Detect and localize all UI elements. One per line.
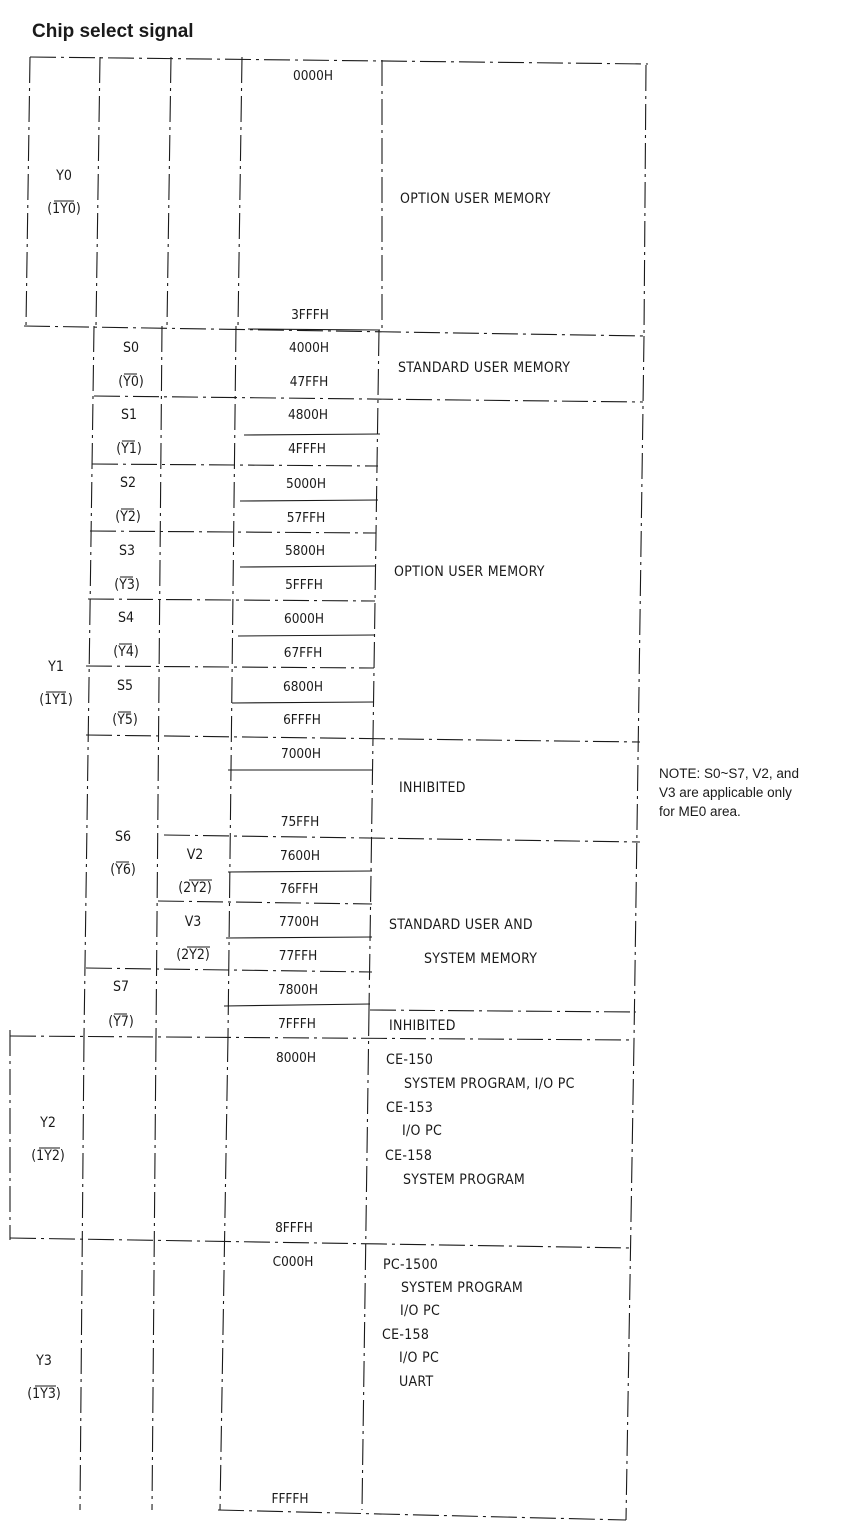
address-label: 4800H bbox=[287, 407, 329, 423]
inhibited-label: INHIBITED bbox=[389, 1018, 456, 1034]
region-c000-line: I/O PC bbox=[400, 1303, 441, 1319]
address-label: 5800H bbox=[284, 543, 326, 559]
standard-user-system-label: STANDARD USER AND bbox=[389, 917, 533, 933]
s1-name: S1 bbox=[120, 407, 138, 423]
s6-sub: (Y6) bbox=[110, 862, 136, 878]
s7-name: S7 bbox=[112, 979, 130, 995]
address-label: 77FFH bbox=[278, 948, 318, 964]
v2-name: V2 bbox=[186, 847, 204, 863]
s7-sub: (Y7) bbox=[108, 1014, 134, 1030]
v3-sub: (2Y2) bbox=[176, 947, 210, 963]
region-c000-line: PC-1500 bbox=[383, 1257, 439, 1273]
region-8000-line: I/O PC bbox=[402, 1123, 443, 1139]
y0-name: Y0 bbox=[56, 168, 72, 184]
y-signal-column bbox=[27, 168, 81, 1402]
address-label: 67FFH bbox=[283, 645, 323, 661]
region-c000-list bbox=[382, 1257, 523, 1390]
y3-label bbox=[27, 1353, 61, 1402]
address-label: C000H bbox=[272, 1254, 314, 1270]
y2-label bbox=[31, 1115, 65, 1164]
address-label: FFFFH bbox=[271, 1491, 309, 1507]
address-label: 0000H bbox=[292, 68, 334, 84]
v2-sub: (2Y2) bbox=[178, 880, 212, 896]
region-8000-line: SYSTEM PROGRAM bbox=[403, 1172, 526, 1188]
address-label: 75FFH bbox=[280, 814, 320, 830]
y2-name: Y2 bbox=[40, 1115, 56, 1131]
option-user-memory-label: OPTION USER MEMORY bbox=[394, 564, 545, 580]
region-c000-line: CE-158 bbox=[382, 1327, 430, 1343]
y3-sub: (1Y3) bbox=[27, 1386, 61, 1402]
standard-user-memory-label: STANDARD USER MEMORY bbox=[398, 360, 571, 376]
region-8000-line: CE-153 bbox=[386, 1100, 434, 1116]
v-signal-column bbox=[176, 847, 212, 963]
y2-sub: (1Y2) bbox=[31, 1148, 65, 1164]
applicability-note bbox=[659, 766, 799, 819]
s-signal-column bbox=[108, 340, 144, 1030]
address-label: 3FFFH bbox=[291, 307, 329, 323]
region-c000-line: UART bbox=[399, 1374, 434, 1390]
note-line: V3 are applicable only bbox=[659, 785, 792, 800]
address-label: 4000H bbox=[288, 340, 330, 356]
y1-sub: (1Y1) bbox=[39, 692, 73, 708]
s2-sub: (Y2) bbox=[115, 509, 141, 525]
address-label: 5FFFH bbox=[285, 577, 323, 593]
address-label: 76FFH bbox=[279, 881, 319, 897]
address-label: 6000H bbox=[283, 611, 325, 627]
region-8000-line: SYSTEM PROGRAM, I/O PC bbox=[404, 1076, 575, 1092]
note-line: NOTE: S0~S7, V2, and bbox=[659, 766, 799, 781]
option-user-memory-label: OPTION USER MEMORY bbox=[400, 191, 551, 207]
note-line: for ME0 area. bbox=[659, 804, 741, 819]
address-label: 7700H bbox=[278, 914, 320, 930]
s5-name: S5 bbox=[116, 678, 134, 694]
row-lines bbox=[10, 57, 648, 1520]
region-c000-line: I/O PC bbox=[399, 1350, 440, 1366]
area-column bbox=[382, 191, 575, 1390]
address-label: 7FFFH bbox=[278, 1016, 316, 1032]
y1-name: Y1 bbox=[48, 659, 64, 675]
address-label: 57FFH bbox=[286, 510, 326, 526]
region-8000-list bbox=[385, 1052, 575, 1188]
s3-name: S3 bbox=[118, 543, 136, 559]
s0-name: S0 bbox=[122, 340, 140, 356]
inhibited-label: INHIBITED bbox=[399, 780, 466, 796]
address-label: 8000H bbox=[275, 1050, 317, 1066]
region-8000-line: CE-158 bbox=[385, 1148, 433, 1164]
v3-name: V3 bbox=[184, 914, 202, 930]
region-8000-line: CE-150 bbox=[386, 1052, 434, 1068]
address-label: 7600H bbox=[279, 848, 321, 864]
s0-sub: (Y0) bbox=[118, 374, 144, 390]
address-label: 5000H bbox=[285, 476, 327, 492]
s4-name: S4 bbox=[117, 610, 135, 626]
s5-sub: (Y5) bbox=[112, 712, 138, 728]
y0-label bbox=[47, 168, 81, 217]
address-label: 47FFH bbox=[289, 374, 329, 390]
y3-name: Y3 bbox=[36, 1353, 52, 1369]
column-lines bbox=[10, 57, 646, 1520]
s3-sub: (Y3) bbox=[114, 577, 140, 593]
page-title: Chip select signal bbox=[32, 21, 194, 42]
s6-name: S6 bbox=[114, 829, 132, 845]
standard-user-system-label: SYSTEM MEMORY bbox=[424, 951, 538, 967]
s1-sub: (Y1) bbox=[116, 441, 142, 457]
s4-sub: (Y4) bbox=[113, 644, 139, 660]
s2-name: S2 bbox=[119, 475, 137, 491]
address-label: 8FFFH bbox=[275, 1220, 313, 1236]
address-label: 7000H bbox=[280, 746, 322, 762]
y0-sub: (1Y0) bbox=[47, 201, 81, 217]
address-label: 7800H bbox=[277, 982, 319, 998]
address-label: 6800H bbox=[282, 679, 324, 695]
y1-label bbox=[39, 659, 73, 708]
address-label: 4FFFH bbox=[288, 441, 326, 457]
address-label: 6FFFH bbox=[283, 712, 321, 728]
address-column bbox=[271, 68, 333, 1507]
region-c000-line: SYSTEM PROGRAM bbox=[401, 1280, 524, 1296]
